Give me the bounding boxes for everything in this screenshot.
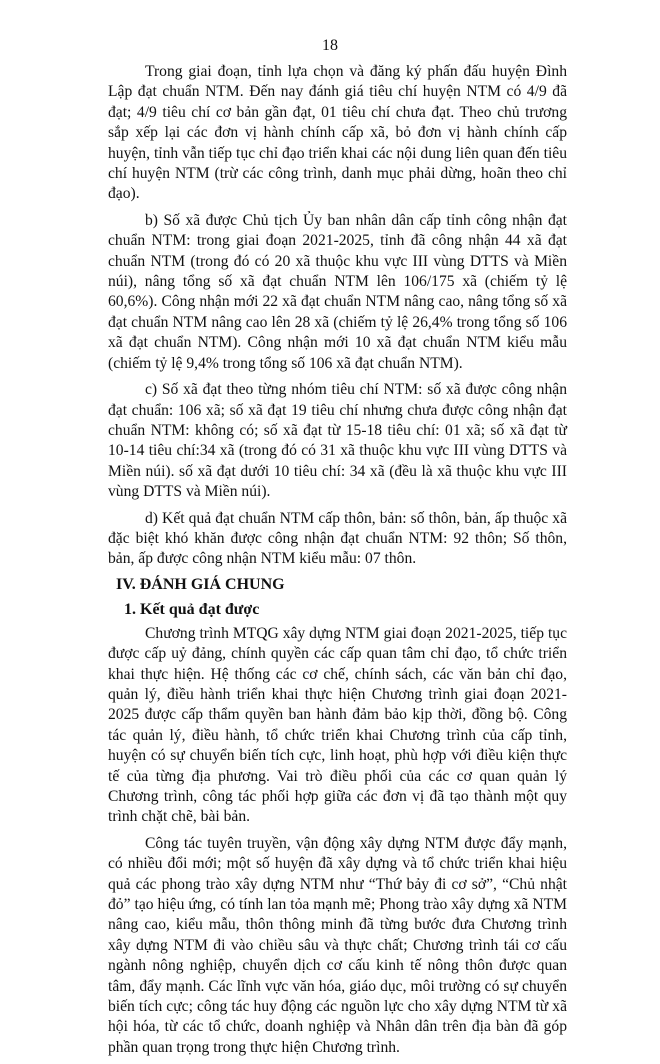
paragraph-results-program: Chương trình MTQG xây dựng NTM giai đoạn 2021-2025, tiếp tục được cấp uỷ đảng, chính quyền các cấp quan tâm chỉ đạo, tổ chức triển khai thực hiện. Hệ thống các cơ chế, chính sách, các văn bản chỉ đạo, quản lý, điều hành triển khai thực hiện Chương trình giai đoạn 2021-2025 được cấp thẩm quyền ban hành đảm bảo kịp thời, đồng bộ. Công tác quản lý, điều hành, tổ chức triển khai Chương trình của cấp tỉnh, huyện có sự chuyển biến tích cực, linh hoạt, phù hợp với điều kiện thực tế của từng địa phương. Vai trò điều phối của các cơ quan quản lý Chương trình, công tác phối hợp giữa các đơn vị đã tạo thành một quy trình chặt chẽ, bài bản.	[108, 624, 567, 826]
paragraph-c-criteria-groups: c) Số xã đạt theo từng nhóm tiêu chí NTM: số xã được công nhận đạt chuẩn: 106 xã; số xã đạt 19 tiêu chí nhưng chưa được công nhận đạt chuẩn NTM: không có; số xã đạt từ 15-18 tiêu chí: 01 xã; số xã đạt từ 10-14 tiêu chí:34 xã (trong đó có 31 xã thuộc khu vực III vùng DTTS và Miền núi). số xã đạt dưới 10 tiêu chí: 34 xã (đều là xã thuộc khu vực III vùng DTTS và Miền núi).	[108, 381, 567, 501]
paragraph-d-villages: d) Kết quả đạt chuẩn NTM cấp thôn, bản: số thôn, bản, ấp thuộc xã đặc biệt khó khăn được công nhận đạt chuẩn NTM: 92 thôn; Số thôn, bản, ấp được công nhận NTM kiểu mẫu: 07 thôn.	[108, 509, 567, 568]
paragraph-dinh-lap: Trong giai đoạn, tỉnh lựa chọn và đăng ký phấn đấu huyện Đình Lập đạt chuẩn NTM. Đến nay đánh giá tiêu chí huyện NTM có 4/9 đã đạt; 4/9 tiêu chí cơ bản gần đạt, 01 tiêu chí chưa đạt. Theo chủ trương sắp xếp lại các đơn vị hành chính cấp xã, bỏ đơn vị hành chính cấp huyện, tỉnh vẫn tiếp tục chỉ đạo triển khai các nội dung liên quan đến tiêu chí huyện NTM (trừ các công trình, danh mục phải dừng, hoãn theo chỉ đạo).	[108, 63, 567, 203]
paragraph-results-propaganda: Công tác tuyên truyền, vận động xây dựng NTM được đẩy mạnh, có nhiều đổi mới; một số huyện đã xây dựng và tổ chức triển khai hiệu quả các phong trào xây dựng NTM như “Thứ bảy đi cơ sở”, “Chủ nhật đỏ” tạo hiệu ứng, có tính lan tỏa mạnh mẽ; Phong trào xây dựng xã NTM nâng cao, kiểu mẫu, thôn thông minh đã từng bước đưa Chương trình xây dựng NTM đi vào chiều sâu và thực chất; Chương trình tái cơ cấu ngành nông nghiệp, chuyển dịch cơ cấu kinh tế nông thôn được quan tâm, đẩy mạnh. Các lĩnh vực văn hóa, giáo dục, môi trường có sự chuyển biến tích cực; công tác huy động các nguồn lực cho xây dựng NTM từ xã hội hóa, từ các tổ chức, doanh nghiệp và Nhân dân trên địa bàn đã góp phần quan trọng trong thực hiện Chương trình.	[108, 834, 567, 1056]
page-number: 18	[322, 37, 338, 54]
subsection-heading: 1. Kết quả đạt được	[124, 600, 260, 618]
section-heading: IV. ĐÁNH GIÁ CHUNG	[116, 575, 285, 593]
paragraph-b-recognized-communes: b) Số xã được Chủ tịch Ủy ban nhân dân cấp tỉnh công nhận đạt chuẩn NTM: trong giai đoạn 2021-2025, tỉnh đã công nhận 44 xã đạt chuẩn NTM (trong đó có 20 xã thuộc khu vực III vùng DTTS và Miền núi), nâng tổng số xã đạt chuẩn NTM lên 106/175 xã (chiếm tỷ lệ 60,6%). Công nhận mới 22 xã đạt chuẩn NTM nâng cao, nâng tổng số xã đạt chuẩn NTM nâng cao lên 28 xã (chiếm tỷ lệ 26,4% trong tổng số 106 xã đạt chuẩn NTM). Công nhận mới 10 xã đạt chuẩn NTM kiểu mẫu (chiếm tỷ lệ 9,4% trong tổng số 106 xã đạt chuẩn NTM).	[108, 211, 567, 372]
document-body	[108, 62, 567, 1064]
